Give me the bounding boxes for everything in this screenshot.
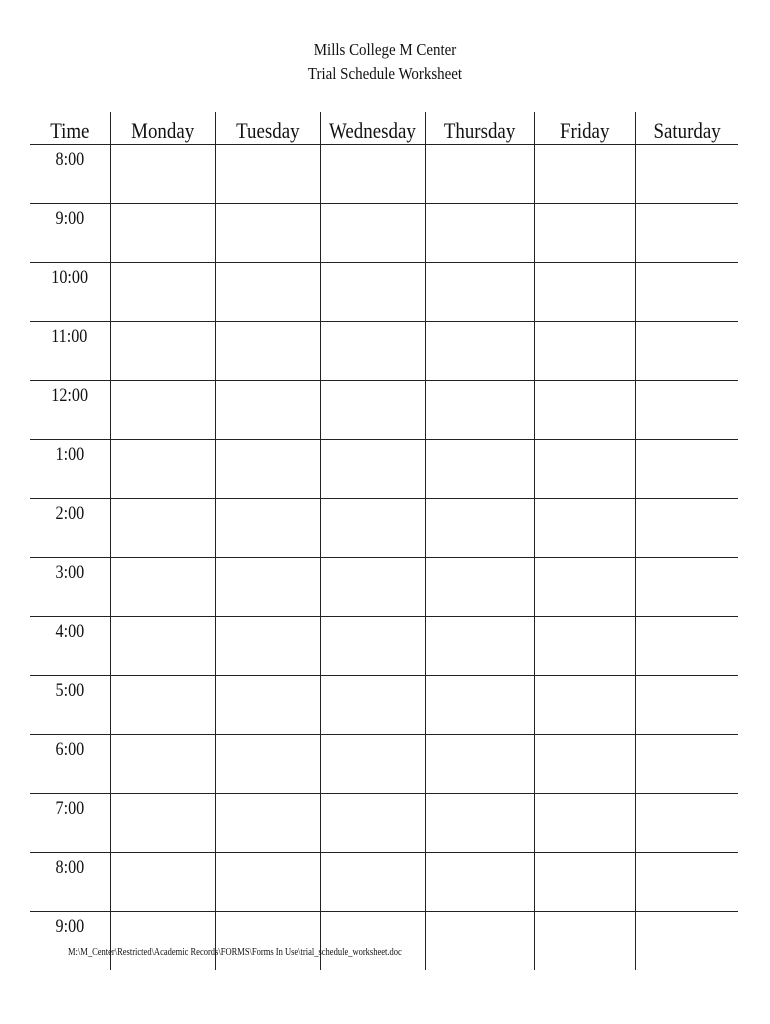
schedule-cell-monday[interactable] [110,912,215,971]
time-row [30,853,738,912]
schedule-cell-tuesday[interactable] [215,676,320,735]
schedule-cell-saturday[interactable] [635,204,738,263]
schedule-cell-monday[interactable] [110,263,215,322]
schedule-cell-tuesday[interactable] [215,735,320,794]
schedule-cell-thursday[interactable] [425,676,534,735]
time-row [30,263,738,322]
schedule-cell-thursday[interactable] [425,853,534,912]
time-row [30,912,738,971]
schedule-cell-saturday[interactable] [635,322,738,381]
schedule-cell-monday[interactable] [110,794,215,853]
schedule-cell-thursday[interactable] [425,558,534,617]
schedule-cell-monday[interactable] [110,204,215,263]
schedule-cell-saturday[interactable] [635,145,738,204]
time-row [30,499,738,558]
schedule-cell-monday[interactable] [110,145,215,204]
schedule-cell-saturday[interactable] [635,676,738,735]
schedule-cell-thursday[interactable] [425,204,534,263]
time-label: 3:00 [30,558,110,617]
schedule-cell-tuesday[interactable] [215,794,320,853]
time-label: 7:00 [30,794,110,853]
time-label: 12:00 [30,381,110,440]
file-path-footer: M:\M_Center\Restricted\Academic Records\FORMS\Forms In Use\trial_schedule_worksheet.doc [68,947,402,958]
time-row [30,558,738,617]
document-title: Mills College M Center [313,40,457,59]
schedule-cell-saturday[interactable] [635,794,738,853]
time-row [30,381,738,440]
schedule-cell-friday[interactable] [534,440,635,499]
schedule-cell-thursday[interactable] [425,617,534,676]
schedule-cell-monday[interactable] [110,735,215,794]
schedule-cell-saturday[interactable] [635,853,738,912]
schedule-cell-thursday[interactable] [425,145,534,204]
schedule-cell-tuesday[interactable] [215,322,320,381]
schedule-cell-monday[interactable] [110,558,215,617]
schedule-cell-monday[interactable] [110,322,215,381]
time-row [30,440,738,499]
schedule-cell-saturday[interactable] [635,263,738,322]
schedule-cell-tuesday[interactable] [215,499,320,558]
schedule-cell-thursday[interactable] [425,381,534,440]
time-row [30,145,738,204]
schedule-cell-wednesday[interactable] [320,499,425,558]
schedule-cell-thursday[interactable] [425,440,534,499]
schedule-cell-saturday[interactable] [635,617,738,676]
column-header-tuesday: Tuesday [215,112,320,145]
schedule-cell-wednesday[interactable] [320,145,425,204]
schedule-cell-tuesday[interactable] [215,145,320,204]
schedule-cell-wednesday[interactable] [320,263,425,322]
time-row [30,794,738,853]
schedule-cell-tuesday[interactable] [215,440,320,499]
schedule-cell-tuesday[interactable] [215,558,320,617]
schedule-table [30,112,738,970]
time-row [30,204,738,263]
time-label: 9:00 [30,204,110,263]
schedule-cell-saturday[interactable] [635,381,738,440]
column-header-friday: Friday [534,112,635,145]
time-row [30,735,738,794]
time-label: 4:00 [30,617,110,676]
schedule-cell-thursday[interactable] [425,735,534,794]
schedule-cell-friday[interactable] [534,263,635,322]
time-label: 8:00 [30,145,110,204]
schedule-cell-tuesday[interactable] [215,617,320,676]
schedule-cell-wednesday[interactable] [320,558,425,617]
document-subtitle: Trial Schedule Worksheet [307,64,463,83]
column-header-saturday: Saturday [635,112,738,145]
time-label: 8:00 [30,853,110,912]
schedule-cell-wednesday[interactable] [320,735,425,794]
time-label: 2:00 [30,499,110,558]
time-label: 11:00 [30,322,110,381]
schedule-cell-tuesday[interactable] [215,912,320,971]
schedule-cell-wednesday[interactable] [320,204,425,263]
time-label: 1:00 [30,440,110,499]
schedule-cell-wednesday[interactable] [320,794,425,853]
schedule-cell-tuesday[interactable] [215,204,320,263]
schedule-cell-thursday[interactable] [425,499,534,558]
time-label: 10:00 [30,263,110,322]
schedule-cell-friday[interactable] [534,794,635,853]
schedule-cell-saturday[interactable] [635,912,738,971]
schedule-cell-friday[interactable] [534,912,635,971]
schedule-cell-friday[interactable] [534,617,635,676]
schedule-cell-monday[interactable] [110,853,215,912]
schedule-cell-wednesday[interactable] [320,617,425,676]
schedule-cell-saturday[interactable] [635,440,738,499]
schedule-cell-wednesday[interactable] [320,853,425,912]
schedule-cell-thursday[interactable] [425,912,534,971]
schedule-cell-wednesday[interactable] [320,912,425,971]
schedule-cell-friday[interactable] [534,853,635,912]
schedule-cell-friday[interactable] [534,381,635,440]
time-row [30,617,738,676]
schedule-cell-wednesday[interactable] [320,676,425,735]
time-row [30,676,738,735]
time-row [30,322,738,381]
schedule-cell-wednesday[interactable] [320,381,425,440]
column-header-wednesday: Wednesday [320,112,425,145]
schedule-cell-saturday[interactable] [635,735,738,794]
schedule-cell-saturday[interactable] [635,558,738,617]
schedule-cell-saturday[interactable] [635,499,738,558]
schedule-cell-friday[interactable] [534,145,635,204]
schedule-cell-tuesday[interactable] [215,853,320,912]
header-row [30,112,738,145]
time-label: 6:00 [30,735,110,794]
column-header-monday: Monday [110,112,215,145]
column-header-thursday: Thursday [425,112,534,145]
schedule-cell-thursday[interactable] [425,263,534,322]
schedule-cell-tuesday[interactable] [215,381,320,440]
schedule-cell-friday[interactable] [534,676,635,735]
schedule-cell-friday[interactable] [534,558,635,617]
schedule-cell-friday[interactable] [534,204,635,263]
schedule-cell-wednesday[interactable] [320,322,425,381]
schedule-cell-wednesday[interactable] [320,440,425,499]
schedule-cell-tuesday[interactable] [215,263,320,322]
time-label: 5:00 [30,676,110,735]
schedule-cell-monday[interactable] [110,499,215,558]
schedule-cell-monday[interactable] [110,381,215,440]
schedule-cell-monday[interactable] [110,676,215,735]
document-header [0,38,770,86]
schedule-cell-friday[interactable] [534,499,635,558]
schedule-cell-friday[interactable] [534,322,635,381]
schedule-cell-friday[interactable] [534,735,635,794]
time-label: 9:00 [55,916,85,937]
schedule-cell-monday[interactable] [110,440,215,499]
schedule-cell-monday[interactable] [110,617,215,676]
schedule-cell-thursday[interactable] [425,794,534,853]
column-header-time: Time [30,112,110,145]
schedule-cell-thursday[interactable] [425,322,534,381]
